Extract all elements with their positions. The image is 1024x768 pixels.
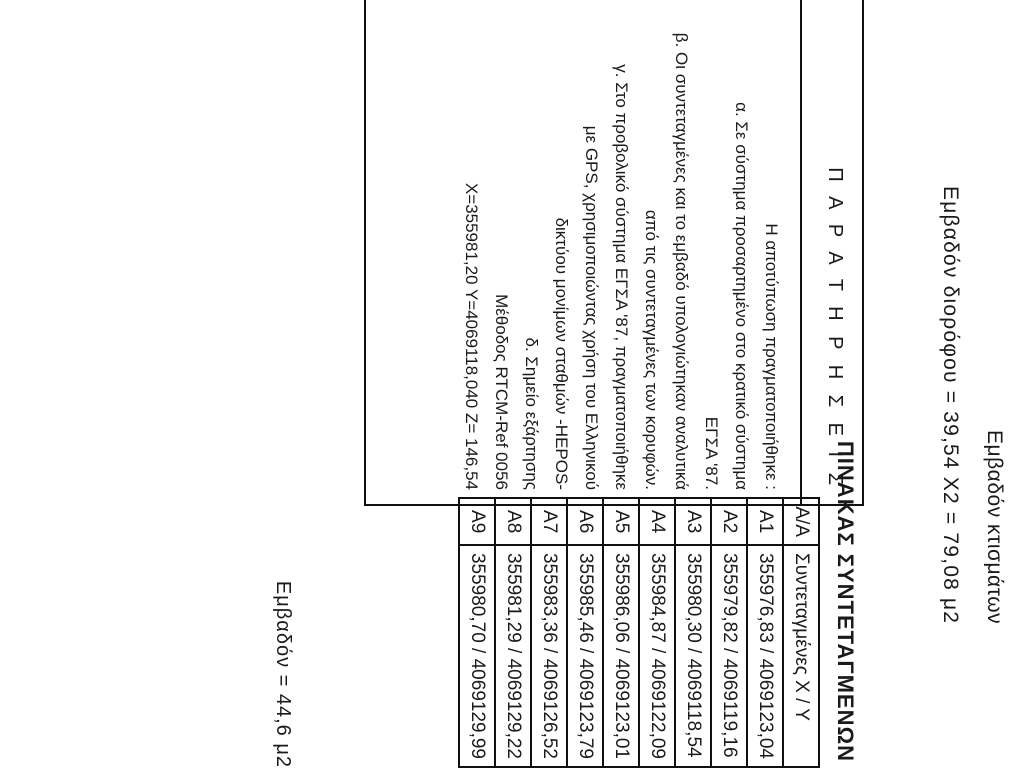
row-label: Α4 bbox=[639, 498, 675, 545]
note-line: Η αποτύπωση πραγματοποιήθηκε : bbox=[762, 223, 781, 490]
column-header-aa: Α/Α bbox=[783, 498, 819, 545]
row-label: Α7 bbox=[531, 498, 567, 545]
table-row bbox=[639, 498, 675, 767]
note-line: με GPS, χρησιμοποιώντας χρήση του Ελληνικού bbox=[582, 125, 601, 490]
table-row bbox=[675, 498, 711, 767]
table-row bbox=[603, 498, 639, 767]
table-row bbox=[531, 498, 567, 767]
note-line: X=355981,20 Y=4069118,040 Z= 146,54 bbox=[462, 182, 481, 490]
note-line: ΕΓΣΑ '87. bbox=[702, 416, 721, 490]
row-coordinates: 355981,29 / 4069129,22 bbox=[495, 545, 531, 767]
notes-header-label: Π Α Ρ Α Τ Η Ρ Η Σ Ε Ι Σ bbox=[824, 167, 846, 490]
building-area-title: Εμβαδόν κτισμάτων bbox=[983, 430, 1006, 625]
coordinates-table bbox=[458, 497, 820, 768]
note-line: Μέθοδος RTCM-Ref 0056 bbox=[492, 294, 511, 490]
row-label: Α8 bbox=[495, 498, 531, 545]
coordinates-table-title: ΠΙΝΑΚΑΣ ΣΥΝΤΕΤΑΓΜΕΝΩΝ bbox=[833, 440, 858, 762]
notes-box bbox=[364, 0, 864, 506]
note-line: δικτύου μονίμων σταθμών -HEPOS- bbox=[552, 217, 571, 490]
note-line: γ. Στο προβολικό σύστημα ΕΓΣΑ '87, πραγματοποιήθηκε bbox=[612, 64, 631, 490]
row-label: Α3 bbox=[675, 498, 711, 545]
row-label: Α2 bbox=[711, 498, 747, 545]
notes-body bbox=[364, 0, 800, 506]
row-coordinates: 355979,82 / 4069119,16 bbox=[711, 545, 747, 767]
row-label: Α9 bbox=[459, 498, 495, 545]
note-line: α. Σε σύστημα προσαρτημένο στο κρατικό σύστημα bbox=[732, 102, 751, 490]
table-row bbox=[711, 498, 747, 767]
building-area-formula: Εμβαδόν διορόφου = 39,54 Χ2 = 79,08 μ2 bbox=[939, 186, 962, 625]
table-row bbox=[459, 498, 495, 767]
row-coordinates: 355985,46 / 4069123,79 bbox=[567, 545, 603, 767]
table-row bbox=[567, 498, 603, 767]
row-label: Α5 bbox=[603, 498, 639, 545]
note-line: δ. Σημείο εξάρτησης bbox=[522, 337, 541, 490]
row-coordinates: 355986,06 / 4069123,01 bbox=[603, 545, 639, 767]
row-label: Α6 bbox=[567, 498, 603, 545]
row-coordinates: 355980,30 / 4069118,54 bbox=[675, 545, 711, 767]
notes-header bbox=[800, 0, 862, 506]
note-line: β. Οι συντεταγμένες και το εμβαδό υπολογιώτηκαν αναλυτικά bbox=[672, 32, 691, 490]
row-coordinates: 355983,36 / 4069126,52 bbox=[531, 545, 567, 767]
table-header-row bbox=[783, 498, 819, 767]
table-row bbox=[495, 498, 531, 767]
row-label: Α1 bbox=[747, 498, 783, 545]
row-coordinates: 355976,83 / 4069123,04 bbox=[747, 545, 783, 767]
table-row bbox=[747, 498, 783, 767]
coordinates-total-area: Εμβαδόν = 44,6 μ2 bbox=[272, 580, 294, 768]
note-line: από τις συντεταγμένες των κορυφών. bbox=[642, 209, 661, 490]
row-coordinates: 355980,70 / 4069129,99 bbox=[459, 545, 495, 767]
column-header-xy: Συντεταγμένες Χ / Υ bbox=[783, 545, 819, 767]
row-coordinates: 355984,87 / 4069122,09 bbox=[639, 545, 675, 767]
